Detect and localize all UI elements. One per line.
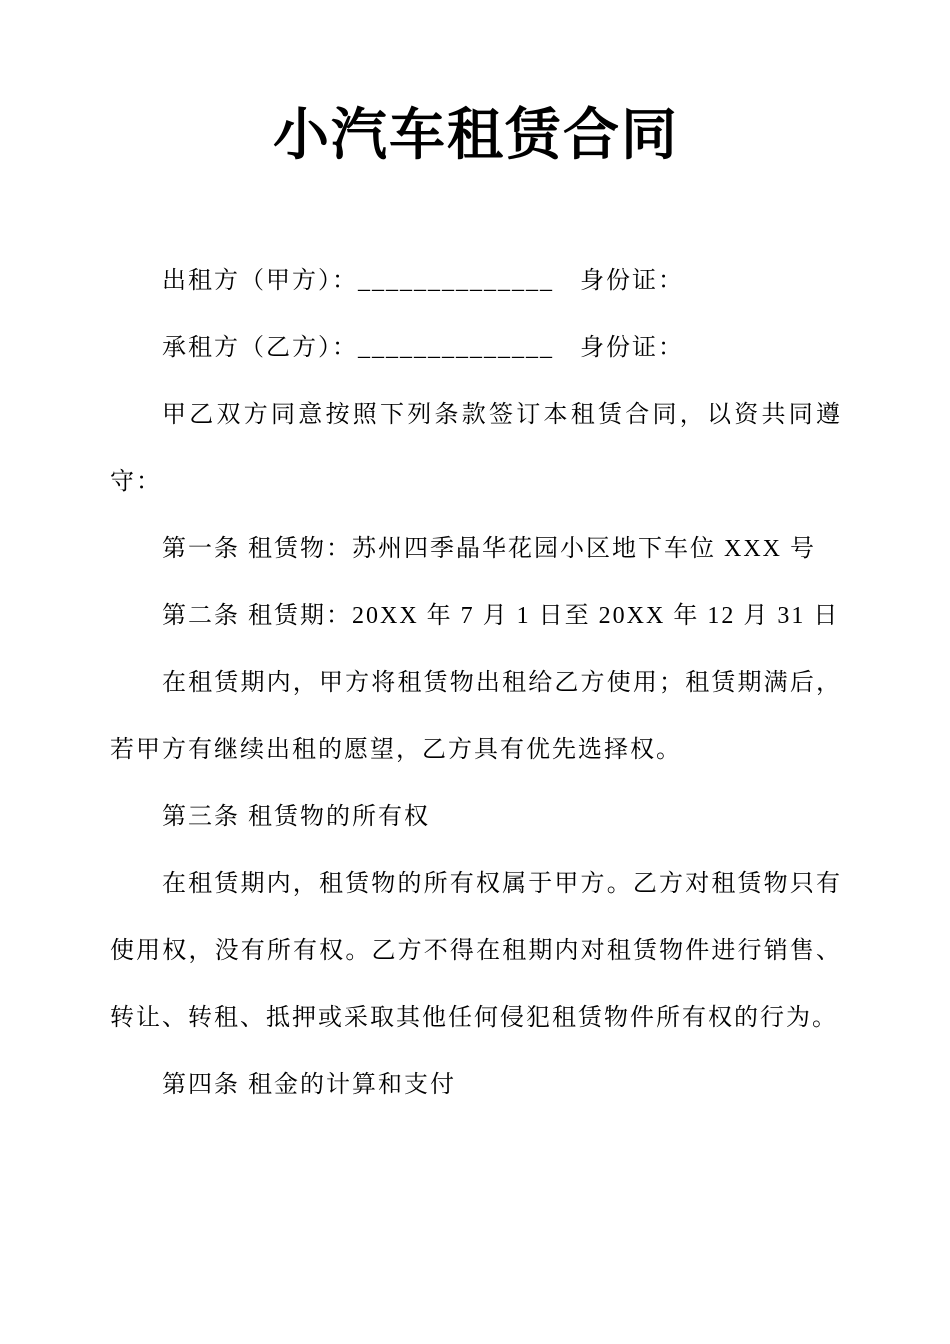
clause-3-body-paragraph: 在租赁期内，租赁物的所有权属于甲方。乙方对租赁物只有使用权，没有所有权。乙方不得在租期内对租赁物件进行销售、转让、转租、抵押或采取其他任何侵犯租赁物件所有权的行为。: [110, 871, 842, 1031]
clause-3-paragraph: 第三条 租赁物的所有权: [162, 804, 430, 830]
clause-1-paragraph: 第一条 租赁物：苏州四季晶华花园小区地下车位 XXX 号: [162, 536, 816, 562]
party-a-line: 出租方（甲方）：______________ 身份证：: [162, 268, 684, 294]
clause-2-body-paragraph: 在租赁期内，甲方将租赁物出租给乙方使用；租赁期满后，若甲方有继续出租的愿望，乙方具有优先选择权。: [110, 670, 842, 763]
document-title: 小汽车租赁合同: [273, 103, 679, 166]
clause-2-paragraph: 第二条 租赁期：20XX 年 7 月 1 日至 20XX 年 12 月 31 日: [162, 603, 840, 629]
preamble-paragraph: 甲乙双方同意按照下列条款签订本租赁合同，以资共同遵守：: [110, 402, 842, 495]
document-body: [110, 248, 842, 1119]
clause-4-paragraph: 第四条 租金的计算和支付: [162, 1072, 456, 1098]
party-b-line: 承租方（乙方）：______________ 身份证：: [162, 335, 684, 361]
